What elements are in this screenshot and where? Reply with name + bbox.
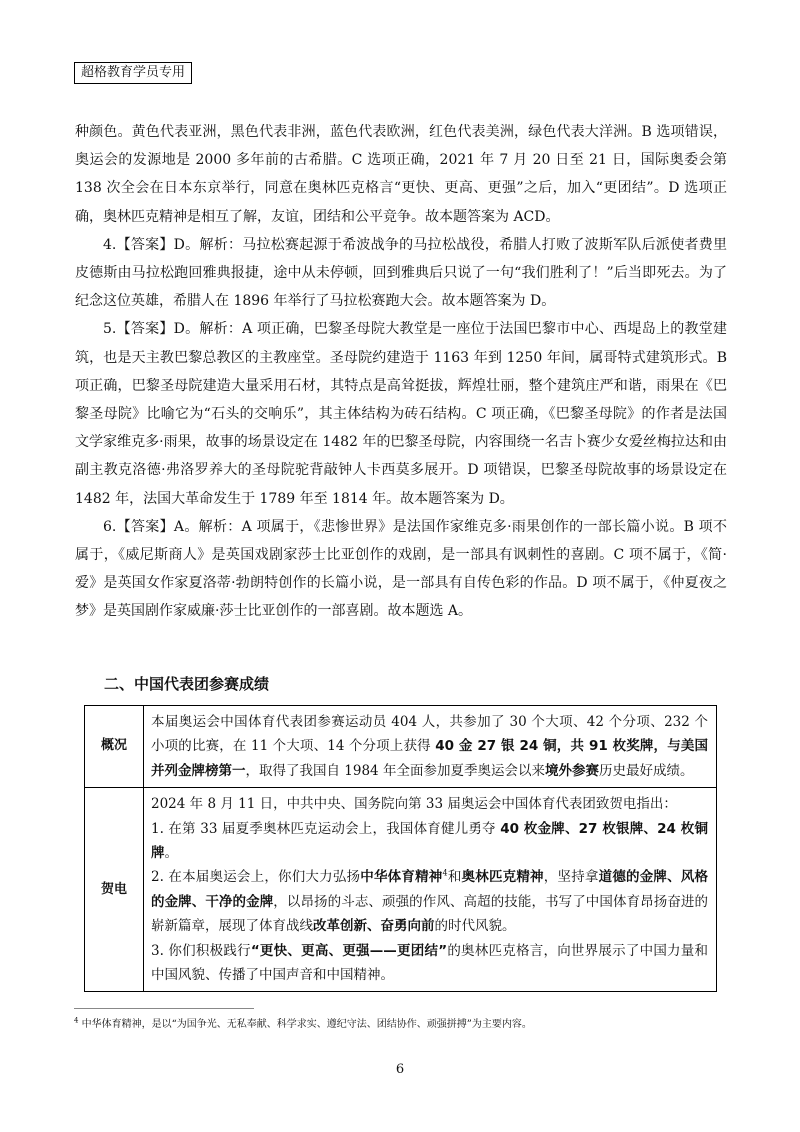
telegram-p3-text-2: 的奥林匹克格言，向世界展示了中国力量和中国风貌、传播了中国声音和中国精神。 — [151, 942, 709, 984]
telegram-point-3 — [151, 939, 708, 988]
overview-medals: 40 金 27 银 24 铜，共 91 枚奖牌，与美国并列金牌榜第一 — [151, 738, 708, 779]
telegram-p2-medal-values: 道德的金牌、风格的金牌、干净的金牌 — [151, 869, 709, 910]
telegram-p3-text-1: 3. 你们积极践行 — [151, 942, 251, 959]
answer-paragraph-3-continued: 种颜色。黄色代表亚洲，黑色代表非洲，蓝色代表欧洲，红色代表美洲，绿色代表大洋洲。B 选项错误，奥运会的发源地是 2000 多年前的古希腊。C 选项正确，2021 年 7 月 20 日至 21 日，国际奥委会第 138 次全会在日本东京举行，同意在奥林匹克格言“更快、更高、更强”之后，加入“更团结”。D 选项正确，奥林匹克精神是相互了解，友谊，团结和公平竞争。故本题答案为 ACD。 — [75, 124, 727, 225]
footnote-marker: 4 — [74, 1016, 79, 1025]
overview-text-2: ，取得了我国自 1984 年全面参加夏季奥运会以来 — [245, 762, 545, 779]
telegram-p1-end: 。 — [164, 845, 178, 862]
telegram-p2-chinese-spirit: 中华体育精神 — [360, 869, 443, 886]
footnote-ref: 4 — [442, 868, 448, 878]
table-row-telegram — [85, 788, 717, 992]
overview-text-1: 本届奥运会中国体育代表团参赛运动员 404 人，共参加了 30 个大项、42 个分项、232 个小项的比赛，在 11 个大项、14 个分项上获得 — [151, 714, 708, 755]
telegram-p2-reform: 改革创新、奋勇向前 — [313, 918, 435, 935]
telegram-p3-motto: “更快、更高、更强——更团结” — [250, 942, 448, 959]
telegram-p1-medals: 40 枚金牌、27 枚银牌、24 枚铜牌 — [151, 820, 708, 862]
footnote — [74, 1018, 726, 1032]
overview-abroad: 境外参赛 — [544, 762, 599, 779]
telegram-point-1 — [151, 817, 708, 866]
answer-paragraph-6: 6.【答案】A。解析：A 项属于，《悲惨世界》是法国作家维克多·雨果创作的一部长篇小说。B 项不属于，《威尼斯商人》是英国戏剧家莎士比亚创作的戏剧，是一部具有讽刺性的喜剧。C 项不属于，《简·爱》是英国女作家夏洛蒂·勃朗特创作的长篇小说，是一部具有自传色彩的作品。D 项不属于，《仲夏夜之梦》是英国剧作家威廉·莎士比亚创作的一部喜剧。故本题选 A。 — [75, 518, 727, 620]
overview-label: 概况 — [85, 706, 144, 788]
telegram-p2-text-5: 的时代风貌。 — [434, 918, 516, 935]
section-title: 二、中国代表团参赛成绩 — [104, 675, 270, 693]
answer-explanations — [75, 118, 727, 626]
results-table — [84, 705, 717, 992]
telegram-p2-text-4: ，以昂扬的斗志、顽强的作风、高超的技能，书写了中国体育昂扬奋进的崭新篇章，展现了体育战线 — [151, 893, 709, 935]
header-tag: 超格教育学员专用 — [74, 62, 192, 84]
telegram-intro: 2024 年 8 月 11 日，中共中央、国务院向第 33 届奥运会中国体育代表团致贺电指出： — [151, 796, 677, 813]
overview-text-3: 历史最好成绩。 — [598, 762, 694, 779]
table-row-overview — [85, 706, 717, 788]
telegram-p2-text-1: 2. 在本届奥运会上，你们大力弘扬 — [151, 869, 361, 886]
telegram-p2-text-3: ，坚持拿 — [543, 869, 599, 886]
telegram-p2-olympic-spirit: 奥林匹克精神 — [461, 869, 544, 886]
telegram-label: 贺电 — [85, 788, 144, 992]
telegram-content — [144, 788, 717, 992]
telegram-p2-text-2: 和 — [447, 869, 462, 886]
page-number: 6 — [395, 1062, 405, 1077]
answer-paragraph-5: 5.【答案】D。解析：A 项正确，巴黎圣母院大教堂是一座位于法国巴黎市中心、西堤岛上的教堂建筑，也是天主教巴黎总教区的主教座堂。圣母院约建造于 1163 年到 1250 年间，属哥特式建筑形式。B 项正确，巴黎圣母院建造大量采用石材，其特点是高耸挺拔，辉煌壮丽，整个建筑庄严和谐，雨果在《巴黎圣母院》比喻它为“石头的交响乐”，其主体结构为砖石结构。C 项正确，《巴黎圣母院》的作者是法国文学家维克多·雨果，故事的场景设定在 1482 年的巴黎圣母院，内容围绕一名吉卜赛少女爱丝梅拉达和由副主教克洛德·弗洛罗养大的圣母院驼背敲钟人卡西莫多展开。D 项错误，巴黎圣母院故事的场景设定在 1482 年，法国大革命发生于 1789 年至 1814 年。故本题答案为 D。 — [75, 321, 727, 507]
overview-content — [144, 706, 717, 788]
telegram-p1-text: 1. 在第 33 届夏季奥林匹克运动会上，我国体育健儿勇夺 — [151, 820, 501, 837]
footnote-text: 中华体育精神，是以“为国争光、无私奉献、科学求实、遵纪守法、团结协作、顽强拼搏”为主要内容。 — [78, 1019, 532, 1030]
telegram-point-2 — [151, 865, 708, 938]
answer-paragraph-4: 4.【答案】D。解析：马拉松赛起源于希波战争的马拉松战役，希腊人打败了波斯军队后派使者费里皮德斯由马拉松跑回雅典报捷，途中从未停顿，回到雅典后只说了一句“我们胜利了！”后当即死去。为了纪念这位英雄，希腊人在 1896 年举行了马拉松赛跑大会。故本题答案为 D。 — [75, 236, 727, 310]
footnote-divider — [74, 1008, 254, 1009]
